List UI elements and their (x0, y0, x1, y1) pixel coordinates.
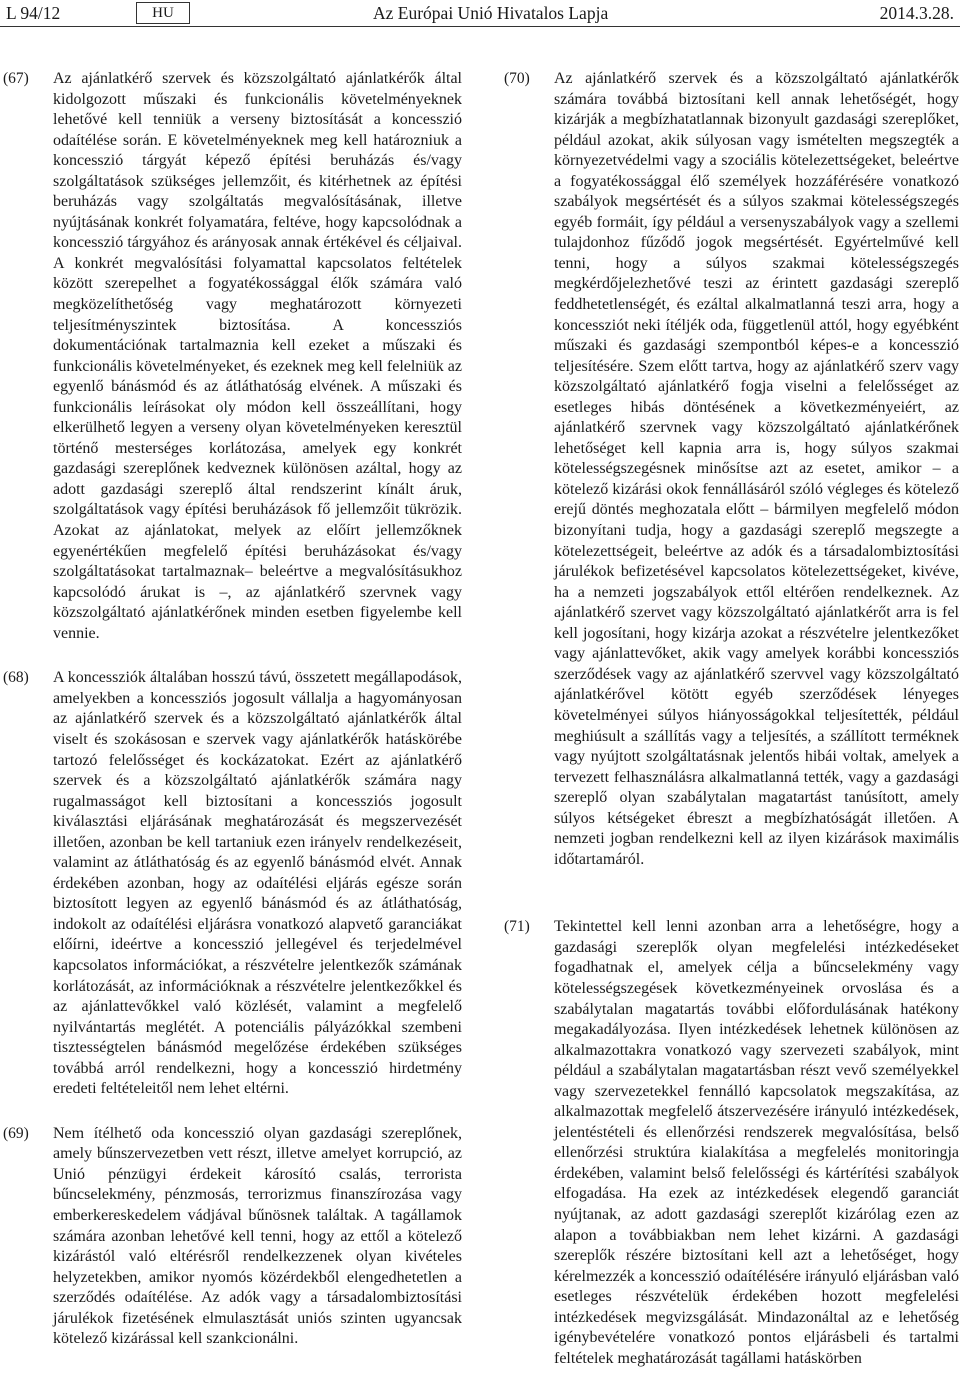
left-column (0, 69, 462, 1350)
language-code-box: HU (136, 2, 190, 24)
page-header (0, 0, 960, 26)
paragraph-number: (69) (3, 1124, 29, 1142)
paragraph-text: Az ajánlatkérő szervek és a közszolgáltató ajánlatkérők számára továbbá biztosítani kell annak lehetőségét, hogy kizárják a megbízhatatlannak bizonyult gazdasági szereplőket, például azokat, akik súlyosan vagy ismételten megszegték a környezetvédelmi vagy a szociális kötelezettségeket, beleértve a fogyatékossággal élő személyek hozzáférésére vonatkozó szabályok megsértését és a súlyos szakmai kötelességszegés egyéb formáit, így például a versenyszabályok vagy a szellemi tulajdonhoz fűződő jogok megsértését. Egyértelművé kell tenni, hogy a súlyos szakmai kötelességszegés megkérdőjelezhetővé teszi az érintett gazdasági szereplő feddhetetlenségét, és ezáltal alkalmatlanná teszi arra, hogy a koncessziót neki ítéljék oda, függetlenül attól, hogy egyébként műszaki és gazdasági szempontból képes-e a koncesszió teljesítésére. Szem előtt tartva, hogy az ajánlatkérő szerv vagy közszolgáltató ajánlatkérő fogja viselni a felelősséget az esetleges hibás döntésének a következményeiért, az ajánlatkérő szervnek vagy közszolgáltató ajánlatkérőnek lehetőséget kell kapnia arra is, hogy súlyos szakmai kötelességszegésnek minősítse azt az esetet, amikor – a kötelező kizárási okok fennállásáról szóló végleges és kötelező erejű döntés meghozatala előtt – bármilyen megfelelő módon bizonyítani tudja, hogy a gazdasági szereplő megszegte a kötelezettségeit, beleértve az adók és a társadalombiztosítási járulékok befizetésével kapcsolatos kötelezettségeket, kivéve, ha a nemzeti jogszabályok ettől eltérően rendelkeznek. Az ajánlatkérő szervet vagy közszolgáltató ajánlatkérőt arra is fel kell jogosítani, hogy kizárja azokat a részvételre jelentkezőket vagy ajánlattevőket, akik vagy amelyek korábbi koncessziós szerződések vagy az ajánlatkérő szervvel vagy közszolgáltató ajánlatkérővel kötött egyéb szerződések lényeges követelményei súlyos hiányosságokkal teljesítették, például meghiúsult a szállítás vagy a teljesítés, a szállított terméknek vagy nyújtott szolgáltatásnak jelentős hibái voltak, amelyek a tervezett felhasználásra alkalmatlanná tették, vagy a gazdasági szereplő olyan szabálytalan magatartást tanúsított, amely súlyos kétségeket ébreszt a megbízhatóságát illetően. A nemzeti jogban rendelkezni kell az ilyen kizárások maximális időtartamáról. (554, 70, 959, 868)
publication-date: 2014.3.28. (879, 3, 954, 23)
paragraph-number: (68) (3, 669, 29, 687)
paragraph-68 (0, 668, 462, 1099)
paragraph-text: Nem ítélhető oda koncesszió olyan gazdasági szereplőnek, amely bűnszervezetben vett részt, illetve amelyet korrupció, az Unió pénzügyi érdekeit károsító csalás, terrorista bűncselekmény, pénzmosás, terrorizmus finanszírozása vagy emberkereskedelem vádjával bűnösnek találtak. A tagállamok számára azonban lehetővé kell tenni, hogy az ettől a kötelező kizárástól való eltérésről rendelkezzenek olyan kivételes helyzetekben, amikor nyomós közérdekből elengedhetetlen a szerződés odaítélése. Az adók vagy a társadalombiztosítási járulékok fizetésének elmulasztását uniós szinten ugyancsak kötelező kizárással kell szankcionálni. (53, 1124, 462, 1348)
paragraph-67 (0, 69, 462, 644)
page-number: L 94/12 (6, 3, 61, 23)
paragraph-text: Az ajánlatkérő szervek és közszolgáltató ajánlatkérők által kidolgozott műszaki és funkcionális követelményeknek lehetővé kell tenniük a verseny biztosítását a koncesszió odaítélése során. E követelményeknek meg kell határozniuk a koncesszió tárgyát képező építési beruházás és/vagy szolgáltatások szükséges jellemzőit, és kitérhetnek az építési beruházás vagy szolgáltatás megvalósításának, illetve nyújtásának konkrét folyamatára, feltéve, hogy kapcsolódnak a koncesszió tárgyához és arányosak annak értékével és céljaival. A konkrét megvalósítási folyamattal kapcsolatos feltételek között szerepelhet a fogyatékossággal élők számára való megközelíthetőség vagy meghatározott környezeti teljesítményszintek biztosítása. A koncessziós dokumentációnak tartalmaznia kell ezeket a műszaki és funkcionális követelményeket, és ezeknek meg kell felelniük az egyenlő bánásmód és az átláthatóság elvének. A műszaki és funkcionális leírásokat oly módon kell összeállítani, hogy elkerülhető legyen a verseny olyan követelményeken keresztül történő mesterséges korlátozása, amelyek egy konkrét gazdasági szereplőnek kedveznek különösen azáltal, hogy az adott gazdasági szereplő által rendszerint kínált áruk, szolgáltatások vagy építési beruházások fő jellemzőit tükrözik. Azokat az ajánlatokat, melyek az előírt jellemzőknek egyenértékűen megfelelő építési beruházásokat és/vagy szolgáltatásokat tartalmaznak– beleértve a megvalósításukhoz kapcsolódó árukat is –, az ajánlatkérő szervnek vagy közszolgáltató ajánlatkérőnek minden esetben figyelembe kell vennie. (53, 70, 462, 642)
header-divider (0, 26, 960, 27)
paragraph-number: (67) (3, 70, 29, 87)
paragraph-69 (0, 1124, 462, 1350)
paragraph-70 (501, 69, 959, 870)
paragraph-71 (501, 917, 959, 1369)
paragraph-number: (70) (504, 70, 530, 87)
paragraph-text: A koncessziók általában hosszú távú, összetett megállapodások, amelyekben a koncessziós jogosult vállalja a hagyományosan az ajánlatkérő szervek és a közszolgáltató ajánlatkérők által viselt és szokásosan e szervek vagy ajánlatkérők hatáskörébe tartozó felelősséget és kockázatokat. Ezért az ajánlatkérő szervek és a közszolgáltató ajánlatkérők számára nagy rugalmasságot kell biztosítani a koncessziós jogosult kiválasztási eljárásának meghatározását és megszervezését illetően, azonban be kell tartaniuk ezen irányelv rendelkezéseit, valamint az átláthatóság és az egyenlő bánásmód elvét. Annak érdekében azonban, hogy az odaítélési eljárás egésze során biztosított legyen az egyenlő bánásmód és az átláthatóság, indokolt az odaítélési eljárásra vonatkozó alapvető garanciákat előírni, ideértve a koncesszió jellegével és terjedelmével kapcsolatos információkat, a részvételre jelentkezők számának korlátozását, az információknak a részvételre jelentkezőkkel és az ajánlattevőkkel való közlését, valamint a megfelelő nyilvántartás meglétét. A potenciális pályázókkal szembeni tisztességtelen bánásmód megelőzése érdekében szükséges továbbá arról rendelkezni, hogy a koncesszió hirdetmény eredeti feltételeitől nem lehet eltérni. (53, 669, 462, 1098)
paragraph-number: (71) (504, 918, 530, 936)
journal-title: Az Európai Unió Hivatalos Lapja (373, 3, 609, 23)
paragraph-text: Tekintettel kell lenni azonban arra a lehetőségre, hogy a gazdasági szereplők olyan megfelelési intézkedéseket fogadhatnak el, amelyek célja a bűncselekmény vagy kötelességszegések következményeinek orvoslása és a szabálytalan magatartás további előfordulásának hatékony megakadályozása. Ilyen intézkedések lehetnek különösen az alkalmazottakra vonatkozó vagy szervezeti szabályok, mint például a szabálytalan magatartásban részt vevő személyekkel vagy szervezetekkel fennálló kapcsolatok megszakítása, az alkalmazottak megfelelő átszervezésére irányuló intézkedések, jelentéstételi és ellenőrzési rendszerek megvalósítása, belső ellenőrzési struktúra kialakítása a megfelelés monitoringja érdekében, valamint belső felelősségi és kártérítési szabályok elfogadása. Ha ezek az intézkedések elegendő garanciát nyújtanak, az adott gazdasági szereplőt kizárólag ezen az alapon a továbbiakban nem lehet kizárni. A gazdasági szereplők részére biztosítani kell azt a lehetőséget, hogy kérelmezzék a koncesszió odaítélésére irányuló eljárásban való esetleges részvételük érdekében hozott megfelelési intézkedések megvizsgálását. Mindazonáltal az e lehetőség igénybevételére vonatkozó pontos eljárásbeli és tartalmi feltételek meghatározását tagállami hatáskörben (554, 918, 959, 1367)
right-column (501, 69, 959, 1369)
